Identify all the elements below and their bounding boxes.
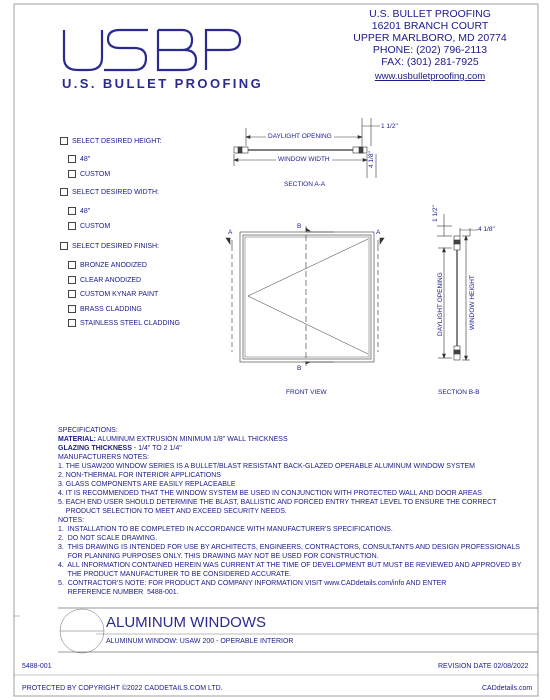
specifications-notes xyxy=(58,426,528,597)
height-group-checkbox[interactable] xyxy=(60,137,68,145)
copyright-notice: PROTECTED BY COPYRIGHT ©2022 CADDETAILS.COM LTD. xyxy=(22,685,223,692)
note-2: 2. DO NOT SCALE DRAWING. xyxy=(58,535,158,542)
dim-1-5-label-bb: 1 1/2" xyxy=(432,205,439,222)
checkbox[interactable] xyxy=(68,207,76,215)
note-4b: THE PRODUCT MANUFACTURER TO BE CONSIDERED ACCURATE. xyxy=(58,571,292,578)
company-fax: FAX: (301) 281-7925 xyxy=(381,56,479,68)
checkbox[interactable] xyxy=(68,170,76,178)
width-group-title: SELECT DESIRED WIDTH: xyxy=(60,188,159,196)
manufacturer-note-5a: 5. EACH END USER SHOULD DETERMINE THE BLAST, BALLISTIC AND FORCED ENTRY THREAT LEVEL TO ENSURE THE CORRECT xyxy=(58,499,497,506)
usbp-logo-outline xyxy=(64,30,240,70)
finish-option-bronze[interactable]: BRONZE ANODIZED xyxy=(68,261,147,269)
company-name: U.S. BULLET PROOFING xyxy=(369,8,491,20)
front-view-caption: FRONT VIEW xyxy=(286,389,327,396)
finish-group-title: SELECT DESIRED FINISH: xyxy=(60,242,159,250)
drawing-subtitle: ALUMINUM WINDOW: USAW 200 - OPERABLE INTERIOR xyxy=(106,638,294,645)
note-3b: FOR PLANNING PURPOSES ONLY. THIS DRAWING MAY NOT BE USED FOR CONSTRUCTION. xyxy=(58,553,379,560)
drawing-title: ALUMINUM WINDOWS xyxy=(106,614,266,631)
revision-date: REVISION DATE 02/08/2022 xyxy=(438,663,529,670)
manufacturer-note-5b: PRODUCT SELECTION TO MEET AND EXCEED SECURITY NEEDS. xyxy=(58,508,287,515)
daylight-opening-label-bb: DAYLIGHT OPENING xyxy=(437,272,444,336)
reference-number: 5488-001 xyxy=(22,663,52,670)
note-4a: 4. ALL INFORMATION CONTAINED HEREIN WAS CURRENT AT THE TIME OF DEVELOPMENT BUT MUST BE REVIEWED AND APPROVED BY xyxy=(58,562,522,569)
section-marker-a-right: A xyxy=(376,229,381,236)
note-5b: REFERENCE NUMBER 5488-001. xyxy=(58,589,179,596)
height-group-title: SELECT DESIRED HEIGHT: xyxy=(60,137,162,145)
section-marker-b-bottom: B xyxy=(297,365,302,372)
note-5a: 5. CONTRACTOR'S NOTE: FOR PRODUCT AND COMPANY INFORMATION VISIT www.CADdetails.com/info AND ENTER xyxy=(58,580,447,587)
section-bb-caption: SECTION B-B xyxy=(438,389,480,396)
height-option-48[interactable]: 48" xyxy=(68,155,90,163)
checkbox[interactable] xyxy=(68,222,76,230)
company-contact-block xyxy=(350,8,510,83)
finish-option-brass[interactable]: BRASS CLADDING xyxy=(68,305,142,313)
finish-option-kynar[interactable]: CUSTOM KYNAR PAINT xyxy=(68,290,158,298)
checkbox[interactable] xyxy=(68,290,76,298)
company-address-line2: UPPER MARLBORO, MD 20774 xyxy=(353,32,507,44)
notes-title: NOTES: xyxy=(58,517,85,524)
width-group-checkbox[interactable] xyxy=(60,188,68,196)
company-address-line1: 16201 BRANCH COURT xyxy=(371,20,489,32)
section-aa-drawing xyxy=(234,118,380,178)
dim-1-5-label-aa: 1 1/2" xyxy=(381,123,398,130)
checkbox[interactable] xyxy=(68,276,76,284)
company-phone: PHONE: (202) 796-2113 xyxy=(372,44,488,56)
dim-4-125-label-aa: 4 1/8" xyxy=(368,151,375,168)
finish-option-clear[interactable]: CLEAR ANODIZED xyxy=(68,276,141,284)
spec-material: MATERIAL: ALUMINUM EXTRUSION MINIMUM 1/8" WALL THICKNESS xyxy=(58,436,288,443)
checkbox[interactable] xyxy=(68,305,76,313)
checkbox[interactable] xyxy=(68,155,76,163)
daylight-opening-label-aa: DAYLIGHT OPENING xyxy=(268,133,332,140)
front-view-drawing xyxy=(226,226,384,366)
finish-group-checkbox[interactable] xyxy=(60,242,68,250)
manufacturer-note-1: 1. THE USAW200 WINDOW SERIES IS A BULLET/BLAST RESISTANT BACK-GLAZED OPERABLE ALUMINUM WINDOW SYSTEM xyxy=(58,463,475,470)
manufacturer-notes-title: MANUFACTURERS NOTES: xyxy=(58,454,150,461)
dim-4-125-label-bb: 4 1/8" xyxy=(478,226,495,233)
checkbox[interactable] xyxy=(68,319,76,327)
section-marker-a-left: A xyxy=(228,229,233,236)
window-width-label: WINDOW WIDTH xyxy=(278,156,330,163)
section-marker-b-top: B xyxy=(297,223,302,230)
width-option-custom[interactable]: CUSTOM xyxy=(68,222,110,230)
spec-title: SPECIFICATIONS: xyxy=(58,427,118,434)
company-website-link[interactable]: www.usbulletproofing.com xyxy=(374,71,486,82)
manufacturer-note-2: 2. NON-THERMAL FOR INTERIOR APPLICATIONS xyxy=(58,472,221,479)
note-1: 1. INSTALLATION TO BE COMPLETED IN ACCORDANCE WITH MANUFACTURER'S SPECIFICATIONS. xyxy=(58,526,393,533)
manufacturer-note-4: 4. IT IS RECOMMENDED THAT THE WINDOW SYSTEM BE USED IN CONJUNCTION WITH PROTECTED WALL AND DOOR AREAS xyxy=(58,490,482,497)
caddetails-link[interactable]: CADdetails.com xyxy=(482,685,533,692)
checkbox[interactable] xyxy=(68,261,76,269)
manufacturer-note-3: 3. GLASS COMPONENTS ARE EASILY REPLACEABLE xyxy=(58,481,236,488)
spec-glazing: GLAZING THICKNESS - 1/4" TO 2 1/4" xyxy=(58,445,182,452)
window-height-label: WINDOW HEIGHT xyxy=(469,275,476,330)
height-option-custom[interactable]: CUSTOM xyxy=(68,170,110,178)
finish-option-stainless[interactable]: STAINLESS STEEL CLADDING xyxy=(68,319,180,327)
width-option-48[interactable]: 48" xyxy=(68,207,90,215)
note-3a: 3. THIS DRAWING IS INTENDED FOR USE BY ARCHITECTS, ENGINEERS, CONTRACTORS, CONSULTANTS AND DESIGN PROFESSIONALS xyxy=(58,544,520,551)
logo-tagline: U.S. BULLET PROOFING xyxy=(62,76,264,91)
section-aa-caption: SECTION A-A xyxy=(284,181,326,188)
